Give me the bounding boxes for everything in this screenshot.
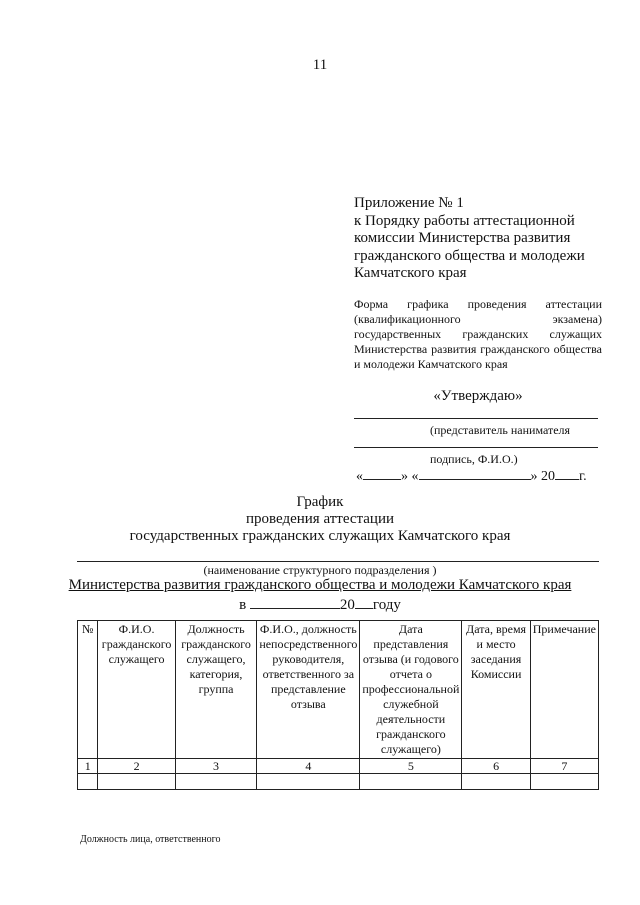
column-number: 7 [530,759,598,774]
form-description: Форма графика проведения аттестации (квалификационного экзамена) государственных гражданских служащих Министерства развития гражданского общества и молодежи Камчатского края [354,297,602,371]
annex-line: гражданского общества и молодежи [354,247,585,264]
document-title [0,494,640,545]
annex-line: комиссии Министерства развития [354,230,571,246]
title-line: проведения аттестации [245,511,395,527]
column-header: Дата представления отзыва (и годового отчета о профессиональной служебной деятельности гражданского служащего) [360,621,462,759]
column-number: 4 [257,759,360,774]
annex-line: Камчатского края [354,265,467,281]
footer-note: Должность лица, ответственного [80,834,221,845]
title-line: График [296,494,344,510]
representative-caption: (представитель нанимателя [430,423,571,437]
approval-heading: «Утверждаю» [433,388,523,404]
column-number: 5 [360,759,462,774]
table-cell [78,774,98,790]
column-header: Ф.И.О., должность непосредственного руководителя, ответственного за представление отзыва [257,621,360,759]
column-number: 1 [78,759,98,774]
table-row [78,774,599,790]
table-cell [257,774,360,790]
signature-line [354,418,598,419]
title-line: государственных гражданских служащих Камчатского края [129,528,511,544]
ministry-name: Министерства развития гражданского общества и молодежи Камчатского края [68,577,572,593]
column-header: Дата, время и место заседания Комиссии [462,621,530,759]
table-row [78,759,599,774]
table-cell [360,774,462,790]
annex-line: к Порядку работы аттестационной [354,212,575,229]
column-number: 2 [98,759,175,774]
table-cell [530,774,598,790]
column-header: Должность гражданского служащего, категория, группа [175,621,257,759]
approval-date: « » « » 20 г. [356,469,587,484]
column-number: 3 [175,759,257,774]
table-header-row [78,621,599,759]
column-header: Примечание [530,621,598,759]
page-number: 11 [312,57,328,73]
table-cell [98,774,175,790]
name-line [354,447,598,448]
table-cell [462,774,530,790]
year-line: в 20 году [239,597,401,613]
table-cell [175,774,257,790]
signature-caption: подпись, Ф.И.О.) [430,452,518,466]
annex-line: Приложение № 1 [354,195,464,211]
schedule-table [77,620,599,790]
subdivision-line [77,561,599,562]
annex-block [354,195,614,283]
subdivision-caption: (наименование структурного подразделения ) [203,563,437,577]
column-header: Ф.И.О. гражданского служащего [98,621,175,759]
column-header: № [78,621,98,759]
column-number: 6 [462,759,530,774]
